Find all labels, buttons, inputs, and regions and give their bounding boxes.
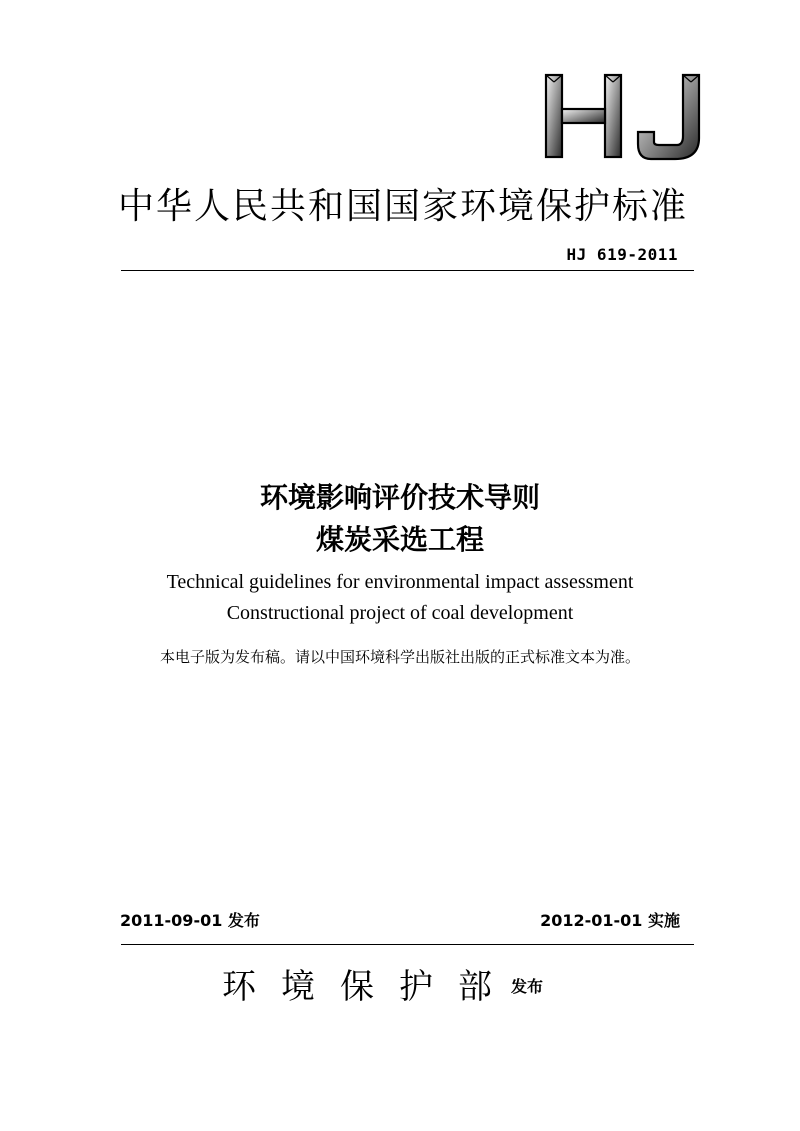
electronic-version-note: 本电子版为发布稿。请以中国环境科学出版社出版的正式标准文本为准。 bbox=[159, 648, 640, 666]
top-divider bbox=[121, 270, 694, 271]
publisher-name: 环境保护部 bbox=[222, 967, 517, 1007]
title-en-line1: Technical guidelines for environmental impact assessment bbox=[166, 571, 634, 593]
title-zh-line1: 环境影响评价技术导则 bbox=[259, 481, 540, 514]
issuing-authority-title: 中华人民共和国国家环境保护标准 bbox=[118, 186, 689, 227]
issue-date: 2011-09-01 发布 bbox=[120, 911, 260, 930]
effective-date: 2012-01-01 实施 bbox=[540, 911, 680, 930]
publisher bbox=[222, 963, 543, 1017]
title-zh-line2: 煤炭采选工程 bbox=[315, 523, 484, 556]
bottom-divider bbox=[121, 944, 694, 945]
standard-number: HJ 619-2011 bbox=[566, 245, 678, 264]
title-en-line2: Constructional project of coal development bbox=[226, 602, 574, 624]
publisher-suffix: 发布 bbox=[511, 977, 544, 996]
logo-letter-h bbox=[546, 75, 621, 157]
logo-letter-j bbox=[638, 75, 699, 159]
hj-logo bbox=[543, 72, 708, 162]
